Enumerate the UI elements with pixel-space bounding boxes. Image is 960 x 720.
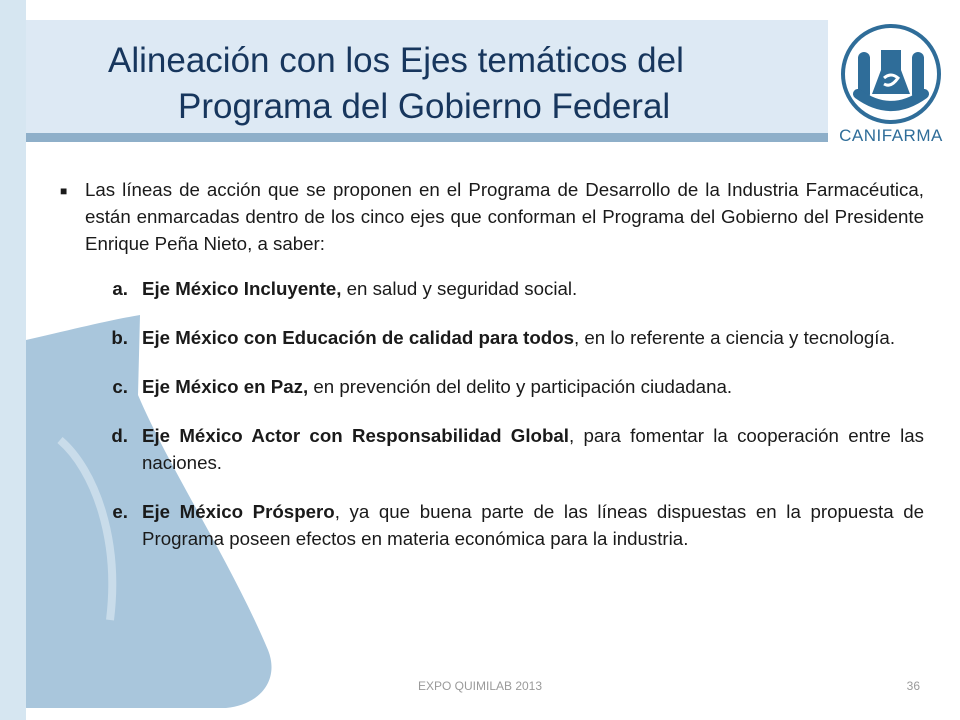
list-item-letter: d. <box>111 425 128 446</box>
list-item-bold: Eje México Próspero <box>142 501 335 522</box>
list-item-text <box>142 275 924 302</box>
footer-event-name: EXPO QUIMILAB 2013 <box>417 679 543 693</box>
list-item-bold: Eje México en Paz, <box>142 376 309 397</box>
list-item-letter: b. <box>111 327 128 348</box>
list-item-rest: , en lo referente a ciencia y tecnología. <box>574 327 896 348</box>
logo-wordmark: CANIFARMA <box>839 126 943 145</box>
slide-body <box>60 176 924 574</box>
list-item <box>60 275 924 302</box>
list-item-text <box>142 373 924 400</box>
list-item-text <box>142 422 924 476</box>
square-bullet-icon: ■ <box>60 184 68 198</box>
list-item-rest: en prevención del delito y participación ciudadana. <box>308 376 733 397</box>
list-item-bold: Eje México con Educación de calidad para todos <box>142 327 575 348</box>
slide-title <box>26 38 828 130</box>
list-item <box>60 373 924 400</box>
axes-list <box>60 275 924 552</box>
list-item-bold: Eje México Incluyente, <box>142 278 342 299</box>
list-item <box>60 498 924 552</box>
list-item-text <box>142 324 924 351</box>
intro-paragraph <box>60 176 924 257</box>
list-item <box>60 422 924 476</box>
list-item-letter: a. <box>112 278 128 299</box>
page-number: 36 <box>906 679 920 693</box>
list-item-text <box>142 498 924 552</box>
list-item-bold: Eje México Actor con Responsabilidad Global <box>142 425 569 446</box>
slide-title-line-1: Alineación con los Ejes temáticos del <box>108 41 684 80</box>
list-item-letter: e. <box>112 501 128 522</box>
list-item-rest: en salud y seguridad social. <box>341 278 578 299</box>
slide-title-line-2: Programa del Gobierno Federal <box>178 87 671 126</box>
title-divider <box>26 133 828 142</box>
intro-text: Las líneas de acción que se proponen en el Programa de Desarrollo de la Industria Farmacéutica, están enmarcadas dentro de los cinco ejes que conforman el Programa del Gobierno del Presidente Enrique Peña Nieto, a saber: <box>85 179 924 254</box>
list-item-letter: c. <box>112 376 128 397</box>
list-item-rest: , para fomentar la cooperación entre las naciones. <box>142 425 924 473</box>
list-item <box>60 324 924 351</box>
list-item-rest: , ya que buena parte de las líneas dispuestas en la propuesta de Programa poseen efectos en materia económica para la industria. <box>142 501 925 549</box>
